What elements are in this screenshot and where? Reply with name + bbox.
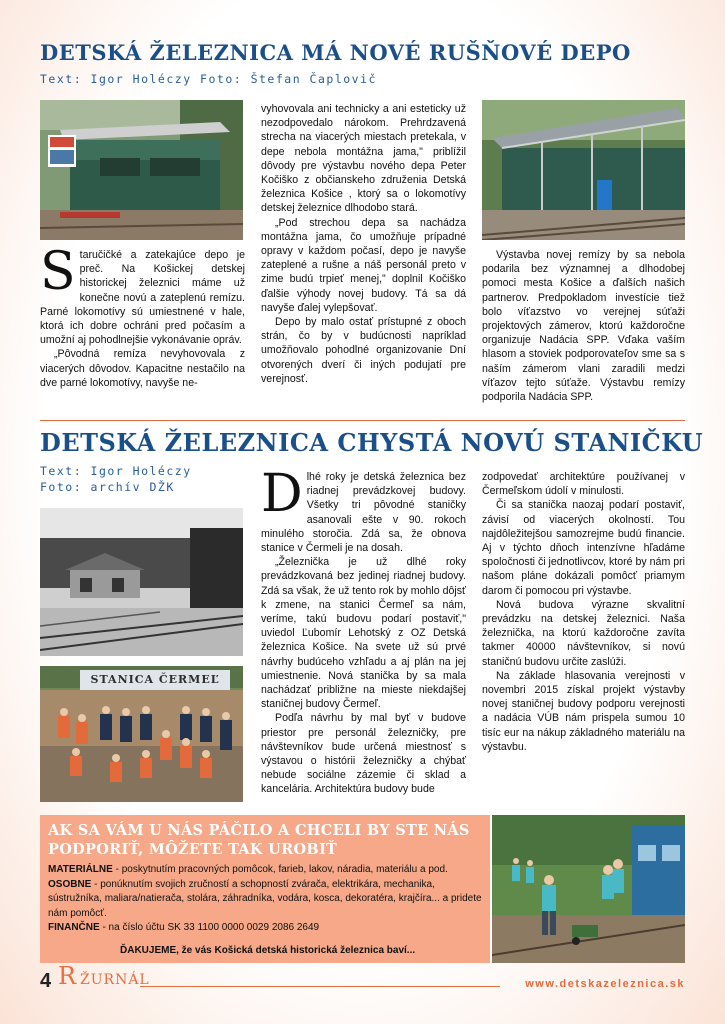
photo-station-group bbox=[40, 666, 243, 802]
article1-paragraph: Výstavba novej remízy by sa nebola podarila bez významnej a dlhodobej pomoci mesta Košice a ďalších našich partnerov. Predpokladom investície tiež bolo víťazstvo vo verejnej súťaži projektových zámerov, ktorú každoročne organizuje Nadácia SPP. Vďaka vaším hlasom a stoviek podporovateľov sme sa s naším zámerom vlani zaradili medzi víťazov tejto súťaže. Výstavbu remízy podporila Nadácia SPP. bbox=[482, 249, 685, 404]
article1-dropcap: S bbox=[40, 242, 76, 302]
support-financial-label: FINANČNE bbox=[48, 922, 100, 933]
photo-historic-station bbox=[40, 508, 243, 656]
photo-volunteers bbox=[492, 815, 685, 963]
magazine-logo-text: ŽURNÁL bbox=[80, 972, 150, 988]
article2-paragraph: „Železnička je už dlhé roky prevádzkovaná bez jedinej riadnej budovy. Zdá sa však, že už tento rok by mohlo dôjsť k zmene, na stanici Čermeľ sa nám, veríme, takú budovu podarí postaviť," uviedol Ľubomír Lehotský z OZ Detská železnica Košice. Na svete už sú prvé návrhy budúceho vzhľadu a aj plán na jej umiestnenie. Nová stanička by sa mala nachádzať približne na mieste niekdajšej staničnej budovy Čermeľ. bbox=[261, 556, 466, 711]
support-material-label: MATERIÁLNE bbox=[48, 864, 113, 875]
photo-depo-left bbox=[40, 100, 243, 240]
article1-title: DETSKÁ ŽELEZNICA MÁ NOVÉ RUŠŇOVÉ DEPO bbox=[40, 40, 631, 65]
support-material-text: - poskytnutím pracovných pomôcok, farieb, lakov, náradia, materiálu a pod. bbox=[112, 864, 448, 875]
article2-credit-photo: Foto: archív DŽK bbox=[40, 480, 175, 494]
article2-paragraph: Či sa stanička naozaj podarí postaviť, závisí od viacerých okolností. Tou najdôležitejšou samozrejme budú financie. Aj v týchto dňoch intenzívne hľadáme spoločnosti či jednotlivcov, ktoré by nám pri našom pláne dokázali pomôcť priamym darom či pomocou pri výstavbe. bbox=[482, 499, 685, 597]
photo-historic-station-image bbox=[40, 508, 243, 656]
article1-paragraph: vyhovovala ani technicky a ani esteticky už nezodpovedalo nárokom. Prehrdzavená strecha na viacerých miestach pretekala, v depe nebola montážna jama," priblížil dôvody pre výstavbu nového depa Peter Kočiško z občianskeho združenia Detská železnica Košice , ktorý sa o lokomotívy detskej železnice dlhodobo stará. bbox=[261, 103, 466, 215]
support-banner-title: AK SA VÁM U NÁS PÁČILO A CHCELI BY STE NÁS PODPORIŤ, MÔŽETE TAK UROBIŤ bbox=[48, 822, 470, 858]
article1-column-3 bbox=[482, 248, 685, 404]
article1-credit: Text: Igor Holéczy Foto: Štefan Čaplovič bbox=[40, 72, 377, 86]
article1-paragraph: Depo by malo ostať prístupné z oboch strán, čo by v budúcnosti napríklad umožňovalo pohodlné organizovanie Dní otvorených dverí či iných podujatí pre verejnosť. bbox=[261, 316, 466, 385]
article2-paragraph: lhé roky je detská železnica bez riadnej prevádzkovej budovy. Všetky tri pôvodné staničky asanovali ešte v 90. rokoch minulého storočia. Zdá sa, že obnova stanice v Čermeli je na dosah. bbox=[261, 471, 466, 555]
photo-volunteers-image bbox=[492, 815, 685, 963]
article2-credit-text: Text: Igor Holéczy bbox=[40, 464, 192, 478]
article-divider bbox=[40, 420, 685, 421]
article1-column-2 bbox=[261, 102, 466, 386]
photo-depo-left-image bbox=[40, 100, 243, 240]
photo-depo-right bbox=[482, 100, 685, 240]
magazine-logo-letter: R bbox=[58, 962, 77, 990]
article2-paragraph: Podľa návrhu by mal byť v budove priestor pre personál železničky, pre návštevníkov bude určená miestnosť s výstavou o histórii železničky a chýbať nebude sociálne zázemie či sklad a kancelária. Architektúra budovy bude bbox=[261, 712, 466, 796]
article1-paragraph: taručičké a zatekajúce depo je preč. Na Košickej detskej historickej železnici máme už konečne novú a zateplenú remízu. Parné lokomotívy sú umiestnené v hale, ktorá ich dobre ochráni pred počasím a umožní aj pohodlnejšie vykonávanie opráv. bbox=[40, 249, 245, 347]
support-banner-text bbox=[48, 863, 484, 936]
support-financial-text: - na číslo účtu SK 33 1100 0000 0029 2086 2649 bbox=[99, 922, 320, 933]
website-url: www.detskazeleznica.sk bbox=[525, 978, 685, 990]
article2-column-2 bbox=[261, 464, 466, 797]
article2-column-3 bbox=[482, 470, 685, 754]
footer-rule bbox=[140, 986, 500, 987]
photo-depo-right-image bbox=[482, 100, 685, 240]
support-thanks: ĎAKUJEME, že vás Košická detská historická železnica baví... bbox=[120, 945, 416, 956]
article2-paragraph: Nová budova výrazne skvalitní prevádzku na detskej železnici. Naša železnička, na ktorú každoročne zavíta takmer 40000 návštevníkov, si novú staničnú budovu určite zaslúži. bbox=[482, 598, 685, 668]
article1-paragraph: „Pod strechou depa sa nachádza montážna jama, čo umožňuje prípadné opravy v každom počasí, depo je navyše zateplené a rušne a náš personál preto v zime budú trpieť menej," doplnil Kočiško ďalšie výhody novej budovy. Tá sa dá navyše ďalej vylepšovať. bbox=[261, 216, 466, 314]
station-sign: STANICA ČERMEĽ bbox=[90, 673, 220, 686]
article1-column-1 bbox=[40, 242, 245, 390]
article2-title: DETSKÁ ŽELEZNICA CHYSTÁ NOVÚ STANIČKU bbox=[40, 428, 704, 457]
article2-paragraph: Na základe hlasovania verejnosti v novembri 2015 získal projekt výstavby novej staničnej budovy podporu verejnosti a nadácia VÚB nám prispela sumou 10 tisíc eur na nákup základného materiálu na výstavbu. bbox=[482, 669, 685, 753]
article2-dropcap: D bbox=[261, 464, 303, 524]
support-banner bbox=[40, 815, 490, 963]
article2-paragraph: zodpovedať architektúre používanej v Čermeľskom údolí v minulosti. bbox=[482, 471, 685, 498]
support-personal-label: OSOBNE bbox=[48, 878, 92, 890]
page-number: 4 bbox=[40, 970, 52, 992]
support-personal-text: - ponúknutím svojich zručností a schopností zvárača, elektrikára, mechanika, sústružníka, maliara/natierača, stolára, záhradníka, vodára, kosca, dekoratéra, krajčíra... a pridete nám pomôcť. bbox=[48, 878, 482, 919]
article1-paragraph: „Pôvodná remíza nevyhovovala z viacerých dôvodov. Kapacitne nestačilo na dve parné lokomotívy, navyše ne- bbox=[40, 348, 245, 389]
